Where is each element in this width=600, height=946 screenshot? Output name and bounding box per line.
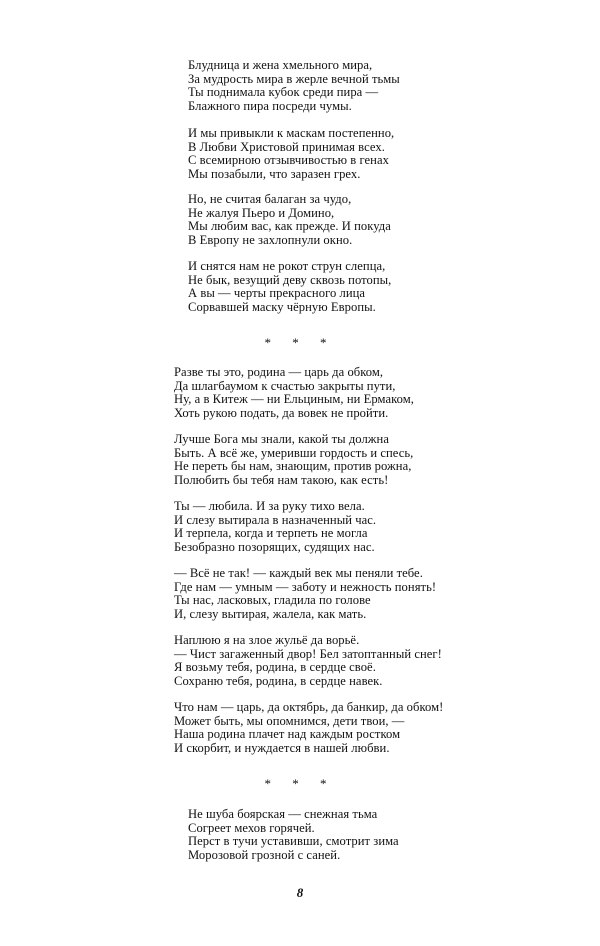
verse-line: И терпела, когда и терпеть не могла	[174, 526, 368, 541]
verse-line: Перст в тучи уставивши, смотрит зима	[188, 834, 399, 849]
verse-line: И, слезу вытирая, жалела, как мать.	[174, 607, 367, 622]
verse-line: Блажного пира посреди чумы.	[188, 99, 352, 114]
verse-line: А вы — черты прекрасного лица	[188, 286, 366, 301]
verse-line: — Всё не так! — каждый век мы пеняли тебе.	[174, 566, 423, 580]
verse-line: Безобразно позорящих, судящих нас.	[174, 540, 375, 555]
verse-line: Полюбить бы тебя нам такою, как есть!	[174, 473, 389, 488]
verse-line: Наплюю я на злое жульё да ворьё.	[174, 633, 360, 647]
verse-line: — Чист загаженный двор! Бел затоптанный снег!	[174, 646, 442, 661]
verse-line: Разве ты это, родина — царь да обком,	[174, 365, 384, 379]
verse-line: В Любви Христовой принимая всех.	[188, 139, 385, 154]
verse-line: Наша родина плачет над каждым ростком	[174, 727, 401, 742]
verse-line: И скорбит, и нуждается в нашей любви.	[174, 741, 390, 756]
verse-line: Не переть бы нам, знающим, против рожна,	[174, 459, 412, 474]
verse-line: Может быть, мы опомнимся, дети твои, —	[174, 713, 405, 728]
verse-line: Не бык, везущий деву сквозь потопы,	[188, 272, 392, 287]
verse-line: И снятся нам не рокот струн слепца,	[188, 259, 386, 273]
verse-line: За мудрость мира в жерле вечной тьмы	[188, 71, 400, 86]
verse-line: Сорвавшей маску чёрную Европы.	[188, 300, 376, 315]
poem2-stanza-5	[174, 634, 442, 689]
verse-line: Ты поднимала кубок среди пира —	[188, 85, 379, 100]
poem1-stanza-2	[188, 127, 394, 182]
verse-line: Я возьму тебя, родина, в сердце своё.	[174, 660, 376, 675]
poem1-stanza-3	[188, 193, 391, 248]
verse-line: Хоть рукою подать, да вовек не пройти.	[174, 406, 389, 421]
section-separator: * * *	[264, 776, 336, 791]
verse-line: Мы любим вас, как прежде. И покуда	[188, 219, 391, 234]
verse-line: Не шуба боярская — снежная тьма	[188, 807, 378, 821]
poem1-stanza-4	[188, 260, 391, 315]
verse-line: И слезу вытирала в назначенный час.	[174, 512, 377, 527]
poem2-stanza-1	[174, 366, 414, 421]
verse-line: В Европу не захлопнули окно.	[188, 233, 353, 248]
verse-line: Где нам — умным — заботу и нежность понять!	[174, 579, 437, 594]
poem1-stanza-1	[188, 59, 400, 114]
verse-line: Лучше Бога мы знали, какой ты должна	[174, 432, 389, 446]
poem2-stanza-6	[174, 701, 443, 756]
verse-line: Сохраню тебя, родина, в сердце навек.	[174, 674, 383, 689]
verse-line: Ты — любила. И за руку тихо вела.	[174, 499, 365, 513]
verse-line: Согреет мехов горячей.	[188, 820, 315, 835]
verse-line: Блудница и жена хмельного мира,	[188, 58, 373, 72]
poem2-stanza-4	[174, 567, 436, 622]
poem2-stanza-3	[174, 500, 376, 555]
poem2-stanza-2	[174, 433, 413, 488]
verse-line: С всемирною отзывчивостью в генах	[188, 153, 389, 168]
verse-line: Мы позабыли, что заразен грех.	[188, 167, 361, 182]
verse-line: Да шлагбаумом к счастью закрыты пути,	[174, 378, 396, 393]
verse-line: Быть. А всё же, умеривши гордость и спесь,	[174, 445, 414, 460]
verse-line: Ты нас, ласковых, гладила по голове	[174, 593, 371, 608]
verse-line: И мы привыкли к маскам постепенно,	[188, 126, 395, 140]
page-number: 8	[296, 885, 304, 900]
verse-line: Но, не считая балаган за чудо,	[188, 192, 352, 206]
verse-line: Что нам — царь, да октябрь, да банкир, да обком!	[174, 700, 444, 714]
verse-line: Ну, а в Китеж — ни Ельциным, ни Ермаком,	[174, 392, 414, 407]
poem3-stanza-1	[188, 808, 399, 863]
verse-line: Не жалуя Пьеро и Домино,	[188, 205, 335, 220]
verse-line: Морозовой грозной с саней.	[188, 848, 341, 863]
section-separator: * * *	[264, 335, 336, 350]
